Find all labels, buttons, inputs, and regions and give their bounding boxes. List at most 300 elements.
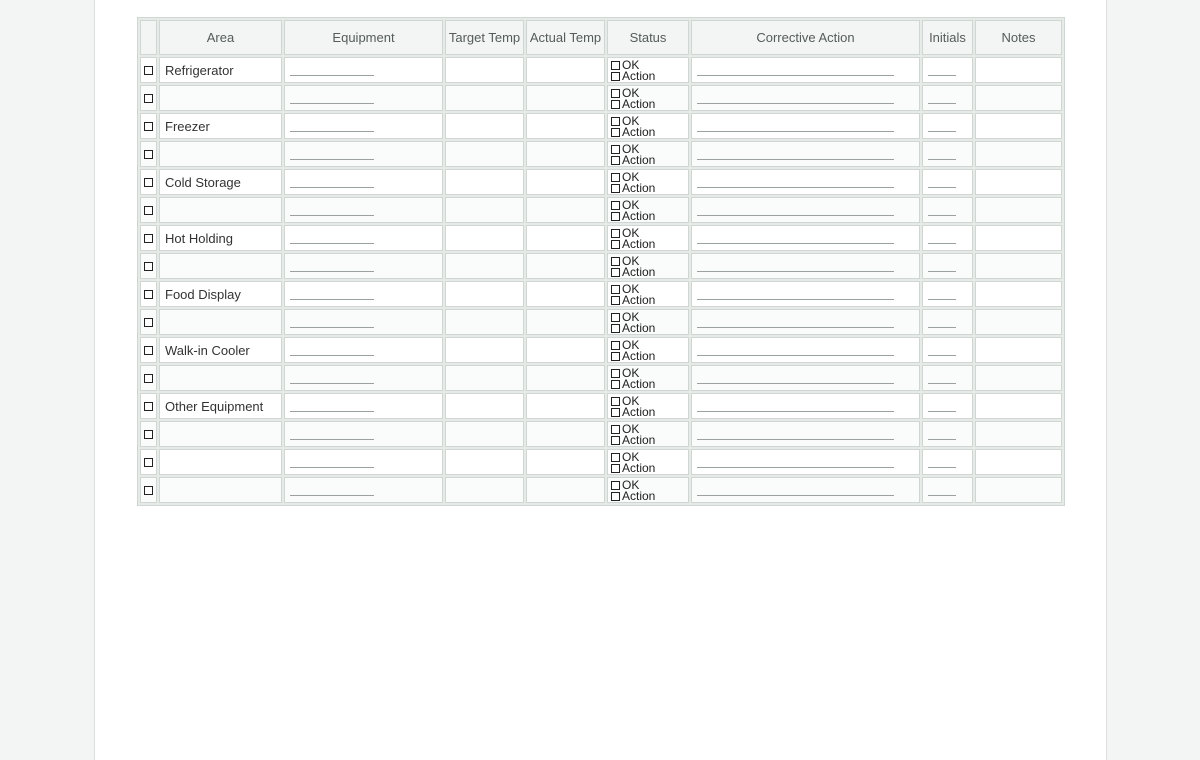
initials-blank-line <box>928 326 956 328</box>
action-label: Action <box>622 265 656 279</box>
ok-label: OK <box>622 114 640 128</box>
row-checkbox[interactable] <box>144 430 153 439</box>
header-actual-temp: Actual Temp <box>526 20 605 55</box>
corrective-action-blank-line <box>697 438 894 440</box>
header-corrective-action: Corrective Action <box>691 20 920 55</box>
target-temp-cell[interactable] <box>445 169 524 195</box>
initials-cell[interactable] <box>922 141 973 167</box>
corrective-action-cell[interactable] <box>691 281 920 307</box>
initials-cell[interactable] <box>922 85 973 111</box>
action-label: Action <box>622 461 656 475</box>
action-checkbox[interactable] <box>611 408 620 417</box>
area-cell <box>159 421 282 447</box>
status-action-option[interactable] <box>611 183 688 194</box>
notes-cell[interactable] <box>975 477 1062 503</box>
equipment-cell[interactable] <box>284 85 443 111</box>
equipment-blank-line <box>290 298 374 300</box>
status-cell <box>607 85 689 111</box>
row-check-cell <box>140 113 157 139</box>
action-label: Action <box>622 349 656 363</box>
equipment-blank-line <box>290 494 374 496</box>
ok-label: OK <box>622 86 640 100</box>
area-cell <box>159 113 282 139</box>
equipment-blank-line <box>290 74 374 76</box>
area-cell <box>159 477 282 503</box>
target-temp-cell[interactable] <box>445 113 524 139</box>
equipment-cell[interactable] <box>284 169 443 195</box>
row-checkbox[interactable] <box>144 486 153 495</box>
status-cell <box>607 393 689 419</box>
status-action-option[interactable] <box>611 379 688 390</box>
initials-cell[interactable] <box>922 309 973 335</box>
notes-cell[interactable] <box>975 337 1062 363</box>
header-status: Status <box>607 20 689 55</box>
table-row <box>140 253 1062 279</box>
target-temp-cell[interactable] <box>445 477 524 503</box>
ok-checkbox[interactable] <box>611 369 620 378</box>
row-check-cell <box>140 393 157 419</box>
area-cell <box>159 85 282 111</box>
row-checkbox[interactable] <box>144 234 153 243</box>
initials-blank-line <box>928 410 956 412</box>
table-row <box>140 113 1062 139</box>
initials-cell[interactable] <box>922 337 973 363</box>
corrective-action-blank-line <box>697 214 894 216</box>
row-check-cell <box>140 337 157 363</box>
actual-temp-cell[interactable] <box>526 365 605 391</box>
table-row <box>140 197 1062 223</box>
equipment-blank-line <box>290 158 374 160</box>
area-cell <box>159 197 282 223</box>
target-temp-cell[interactable] <box>445 449 524 475</box>
notes-cell[interactable] <box>975 169 1062 195</box>
action-checkbox[interactable] <box>611 212 620 221</box>
corrective-action-cell[interactable] <box>691 85 920 111</box>
ok-checkbox[interactable] <box>611 173 620 182</box>
action-label: Action <box>622 69 656 83</box>
table-row <box>140 365 1062 391</box>
equipment-blank-line <box>290 214 374 216</box>
initials-cell[interactable] <box>922 477 973 503</box>
action-checkbox[interactable] <box>611 492 620 501</box>
notes-cell[interactable] <box>975 113 1062 139</box>
table-row <box>140 421 1062 447</box>
initials-blank-line <box>928 354 956 356</box>
action-label: Action <box>622 97 656 111</box>
row-check-cell <box>140 477 157 503</box>
area-cell <box>159 309 282 335</box>
initials-blank-line <box>928 186 956 188</box>
target-temp-cell[interactable] <box>445 141 524 167</box>
status-action-option[interactable] <box>611 239 688 250</box>
equipment-blank-line <box>290 242 374 244</box>
status-action-option[interactable] <box>611 491 688 502</box>
table-row <box>140 141 1062 167</box>
notes-cell[interactable] <box>975 85 1062 111</box>
header-initials: Initials <box>922 20 973 55</box>
corrective-action-cell[interactable] <box>691 113 920 139</box>
action-checkbox[interactable] <box>611 128 620 137</box>
status-cell <box>607 197 689 223</box>
notes-cell[interactable] <box>975 393 1062 419</box>
corrective-action-cell[interactable] <box>691 197 920 223</box>
area-cell <box>159 225 282 251</box>
row-checkbox[interactable] <box>144 374 153 383</box>
status-action-option[interactable] <box>611 351 688 362</box>
table-row <box>140 85 1062 111</box>
equipment-cell[interactable] <box>284 309 443 335</box>
notes-cell[interactable] <box>975 365 1062 391</box>
corrective-action-blank-line <box>697 298 894 300</box>
action-checkbox[interactable] <box>611 184 620 193</box>
row-checkbox[interactable] <box>144 150 153 159</box>
action-checkbox[interactable] <box>611 156 620 165</box>
target-temp-cell[interactable] <box>445 365 524 391</box>
ok-checkbox[interactable] <box>611 201 620 210</box>
initials-blank-line <box>928 130 956 132</box>
actual-temp-cell[interactable] <box>526 85 605 111</box>
actual-temp-cell[interactable] <box>526 253 605 279</box>
corrective-action-cell[interactable] <box>691 337 920 363</box>
ok-label: OK <box>622 310 640 324</box>
ok-checkbox[interactable] <box>611 481 620 490</box>
corrective-action-cell[interactable] <box>691 365 920 391</box>
ok-checkbox[interactable] <box>611 285 620 294</box>
corrective-action-cell[interactable] <box>691 57 920 83</box>
corrective-action-cell[interactable] <box>691 141 920 167</box>
table-row <box>140 169 1062 195</box>
status-cell <box>607 57 689 83</box>
target-temp-cell[interactable] <box>445 309 524 335</box>
row-checkbox[interactable] <box>144 346 153 355</box>
action-checkbox[interactable] <box>611 296 620 305</box>
area-label: Food Display <box>165 286 241 302</box>
actual-temp-cell[interactable] <box>526 337 605 363</box>
notes-cell[interactable] <box>975 421 1062 447</box>
status-cell <box>607 337 689 363</box>
ok-label: OK <box>622 226 640 240</box>
area-cell <box>159 253 282 279</box>
initials-blank-line <box>928 270 956 272</box>
notes-cell[interactable] <box>975 225 1062 251</box>
initials-blank-line <box>928 102 956 104</box>
actual-temp-cell[interactable] <box>526 309 605 335</box>
corrective-action-blank-line <box>697 270 894 272</box>
header-target-temp: Target Temp <box>445 20 524 55</box>
target-temp-cell[interactable] <box>445 281 524 307</box>
ok-checkbox[interactable] <box>611 397 620 406</box>
equipment-cell[interactable] <box>284 253 443 279</box>
corrective-action-blank-line <box>697 354 894 356</box>
action-checkbox[interactable] <box>611 436 620 445</box>
table-row <box>140 477 1062 503</box>
equipment-cell[interactable] <box>284 281 443 307</box>
target-temp-cell[interactable] <box>445 337 524 363</box>
row-check-cell <box>140 141 157 167</box>
equipment-blank-line <box>290 270 374 272</box>
area-label: Freezer <box>165 118 210 134</box>
corrective-action-blank-line <box>697 74 894 76</box>
corrective-action-cell[interactable] <box>691 421 920 447</box>
actual-temp-cell[interactable] <box>526 57 605 83</box>
ok-label: OK <box>622 254 640 268</box>
status-cell <box>607 309 689 335</box>
corrective-action-cell[interactable] <box>691 169 920 195</box>
status-action-option[interactable] <box>611 463 688 474</box>
row-check-cell <box>140 197 157 223</box>
action-checkbox[interactable] <box>611 100 620 109</box>
actual-temp-cell[interactable] <box>526 393 605 419</box>
table-row <box>140 225 1062 251</box>
initials-cell[interactable] <box>922 253 973 279</box>
target-temp-cell[interactable] <box>445 253 524 279</box>
row-check-cell <box>140 309 157 335</box>
target-temp-cell[interactable] <box>445 421 524 447</box>
initials-cell[interactable] <box>922 169 973 195</box>
action-checkbox[interactable] <box>611 268 620 277</box>
status-cell <box>607 169 689 195</box>
area-cell <box>159 141 282 167</box>
corrective-action-blank-line <box>697 466 894 468</box>
status-action-option[interactable] <box>611 267 688 278</box>
status-action-option[interactable] <box>611 323 688 334</box>
ok-label: OK <box>622 422 640 436</box>
corrective-action-cell[interactable] <box>691 225 920 251</box>
equipment-cell[interactable] <box>284 197 443 223</box>
row-checkbox[interactable] <box>144 178 153 187</box>
ok-label: OK <box>622 478 640 492</box>
action-checkbox[interactable] <box>611 464 620 473</box>
ok-checkbox[interactable] <box>611 117 620 126</box>
table-body <box>140 57 1062 503</box>
equipment-cell[interactable] <box>284 57 443 83</box>
ok-checkbox[interactable] <box>611 61 620 70</box>
area-label: Cold Storage <box>165 174 241 190</box>
status-cell <box>607 141 689 167</box>
row-checkbox[interactable] <box>144 262 153 271</box>
ok-label: OK <box>622 394 640 408</box>
ok-checkbox[interactable] <box>611 313 620 322</box>
row-checkbox[interactable] <box>144 94 153 103</box>
status-action-option[interactable] <box>611 407 688 418</box>
status-cell <box>607 225 689 251</box>
row-checkbox[interactable] <box>144 402 153 411</box>
status-cell <box>607 113 689 139</box>
area-cell <box>159 365 282 391</box>
equipment-blank-line <box>290 382 374 384</box>
target-temp-cell[interactable] <box>445 393 524 419</box>
row-check-cell <box>140 421 157 447</box>
initials-cell[interactable] <box>922 393 973 419</box>
corrective-action-cell[interactable] <box>691 477 920 503</box>
area-cell <box>159 449 282 475</box>
action-label: Action <box>622 321 656 335</box>
table-row <box>140 337 1062 363</box>
action-checkbox[interactable] <box>611 72 620 81</box>
temperature-log-table <box>137 17 1065 506</box>
equipment-cell[interactable] <box>284 141 443 167</box>
initials-blank-line <box>928 438 956 440</box>
initials-cell[interactable] <box>922 225 973 251</box>
area-label: Hot Holding <box>165 230 233 246</box>
actual-temp-cell[interactable] <box>526 477 605 503</box>
target-temp-cell[interactable] <box>445 225 524 251</box>
row-checkbox[interactable] <box>144 206 153 215</box>
corrective-action-cell[interactable] <box>691 253 920 279</box>
corrective-action-blank-line <box>697 326 894 328</box>
row-check-cell <box>140 253 157 279</box>
row-checkbox[interactable] <box>144 458 153 467</box>
area-cell <box>159 281 282 307</box>
ok-label: OK <box>622 142 640 156</box>
notes-cell[interactable] <box>975 197 1062 223</box>
row-checkbox[interactable] <box>144 122 153 131</box>
ok-label: OK <box>622 450 640 464</box>
equipment-cell[interactable] <box>284 365 443 391</box>
notes-cell[interactable] <box>975 253 1062 279</box>
equipment-cell[interactable] <box>284 477 443 503</box>
initials-cell[interactable] <box>922 281 973 307</box>
corrective-action-cell[interactable] <box>691 449 920 475</box>
target-temp-cell[interactable] <box>445 85 524 111</box>
document-page <box>94 0 1107 760</box>
equipment-blank-line <box>290 326 374 328</box>
status-action-option[interactable] <box>611 155 688 166</box>
corrective-action-blank-line <box>697 130 894 132</box>
status-action-option[interactable] <box>611 71 688 82</box>
area-cell <box>159 393 282 419</box>
initials-cell[interactable] <box>922 57 973 83</box>
action-checkbox[interactable] <box>611 240 620 249</box>
row-checkbox[interactable] <box>144 66 153 75</box>
target-temp-cell[interactable] <box>445 57 524 83</box>
ok-label: OK <box>622 282 640 296</box>
row-checkbox[interactable] <box>144 290 153 299</box>
actual-temp-cell[interactable] <box>526 281 605 307</box>
initials-blank-line <box>928 298 956 300</box>
row-check-cell <box>140 57 157 83</box>
equipment-cell[interactable] <box>284 449 443 475</box>
initials-blank-line <box>928 494 956 496</box>
equipment-blank-line <box>290 186 374 188</box>
area-cell <box>159 57 282 83</box>
corrective-action-blank-line <box>697 242 894 244</box>
equipment-blank-line <box>290 438 374 440</box>
equipment-cell[interactable] <box>284 113 443 139</box>
row-checkbox[interactable] <box>144 318 153 327</box>
ok-label: OK <box>622 58 640 72</box>
action-checkbox[interactable] <box>611 380 620 389</box>
row-check-cell <box>140 449 157 475</box>
row-check-cell <box>140 169 157 195</box>
ok-label: OK <box>622 198 640 212</box>
status-action-option[interactable] <box>611 295 688 306</box>
ok-checkbox[interactable] <box>611 257 620 266</box>
table-row <box>140 281 1062 307</box>
header-notes: Notes <box>975 20 1062 55</box>
initials-blank-line <box>928 74 956 76</box>
initials-blank-line <box>928 158 956 160</box>
table-row <box>140 309 1062 335</box>
area-label: Refrigerator <box>165 62 234 78</box>
actual-temp-cell[interactable] <box>526 169 605 195</box>
initials-blank-line <box>928 242 956 244</box>
actual-temp-cell[interactable] <box>526 449 605 475</box>
status-action-option[interactable] <box>611 127 688 138</box>
action-label: Action <box>622 153 656 167</box>
ok-checkbox[interactable] <box>611 145 620 154</box>
status-action-option[interactable] <box>611 99 688 110</box>
notes-cell[interactable] <box>975 141 1062 167</box>
status-action-option[interactable] <box>611 435 688 446</box>
corrective-action-blank-line <box>697 158 894 160</box>
actual-temp-cell[interactable] <box>526 225 605 251</box>
table-row <box>140 449 1062 475</box>
actual-temp-cell[interactable] <box>526 197 605 223</box>
notes-cell[interactable] <box>975 281 1062 307</box>
ok-checkbox[interactable] <box>611 229 620 238</box>
header-equipment: Equipment <box>284 20 443 55</box>
corrective-action-cell[interactable] <box>691 309 920 335</box>
ok-checkbox[interactable] <box>611 425 620 434</box>
actual-temp-cell[interactable] <box>526 421 605 447</box>
ok-label: OK <box>622 366 640 380</box>
notes-cell[interactable] <box>975 309 1062 335</box>
equipment-cell[interactable] <box>284 225 443 251</box>
action-checkbox[interactable] <box>611 324 620 333</box>
action-label: Action <box>622 209 656 223</box>
actual-temp-cell[interactable] <box>526 113 605 139</box>
initials-cell[interactable] <box>922 449 973 475</box>
action-checkbox[interactable] <box>611 352 620 361</box>
corrective-action-cell[interactable] <box>691 393 920 419</box>
corrective-action-blank-line <box>697 186 894 188</box>
notes-cell[interactable] <box>975 449 1062 475</box>
equipment-blank-line <box>290 466 374 468</box>
equipment-cell[interactable] <box>284 421 443 447</box>
initials-cell[interactable] <box>922 113 973 139</box>
status-action-option[interactable] <box>611 211 688 222</box>
equipment-blank-line <box>290 130 374 132</box>
equipment-cell[interactable] <box>284 337 443 363</box>
actual-temp-cell[interactable] <box>526 141 605 167</box>
action-label: Action <box>622 405 656 419</box>
ok-label: OK <box>622 170 640 184</box>
row-check-cell <box>140 85 157 111</box>
equipment-blank-line <box>290 410 374 412</box>
ok-checkbox[interactable] <box>611 89 620 98</box>
action-label: Action <box>622 293 656 307</box>
area-cell <box>159 337 282 363</box>
ok-checkbox[interactable] <box>611 341 620 350</box>
ok-label: OK <box>622 338 640 352</box>
header-area: Area <box>159 20 282 55</box>
ok-checkbox[interactable] <box>611 453 620 462</box>
equipment-cell[interactable] <box>284 393 443 419</box>
notes-cell[interactable] <box>975 57 1062 83</box>
initials-cell[interactable] <box>922 197 973 223</box>
initials-cell[interactable] <box>922 421 973 447</box>
initials-cell[interactable] <box>922 365 973 391</box>
status-cell <box>607 421 689 447</box>
initials-blank-line <box>928 382 956 384</box>
action-label: Action <box>622 237 656 251</box>
target-temp-cell[interactable] <box>445 197 524 223</box>
action-label: Action <box>622 181 656 195</box>
table-row <box>140 57 1062 83</box>
header-check <box>140 20 157 55</box>
status-cell <box>607 281 689 307</box>
